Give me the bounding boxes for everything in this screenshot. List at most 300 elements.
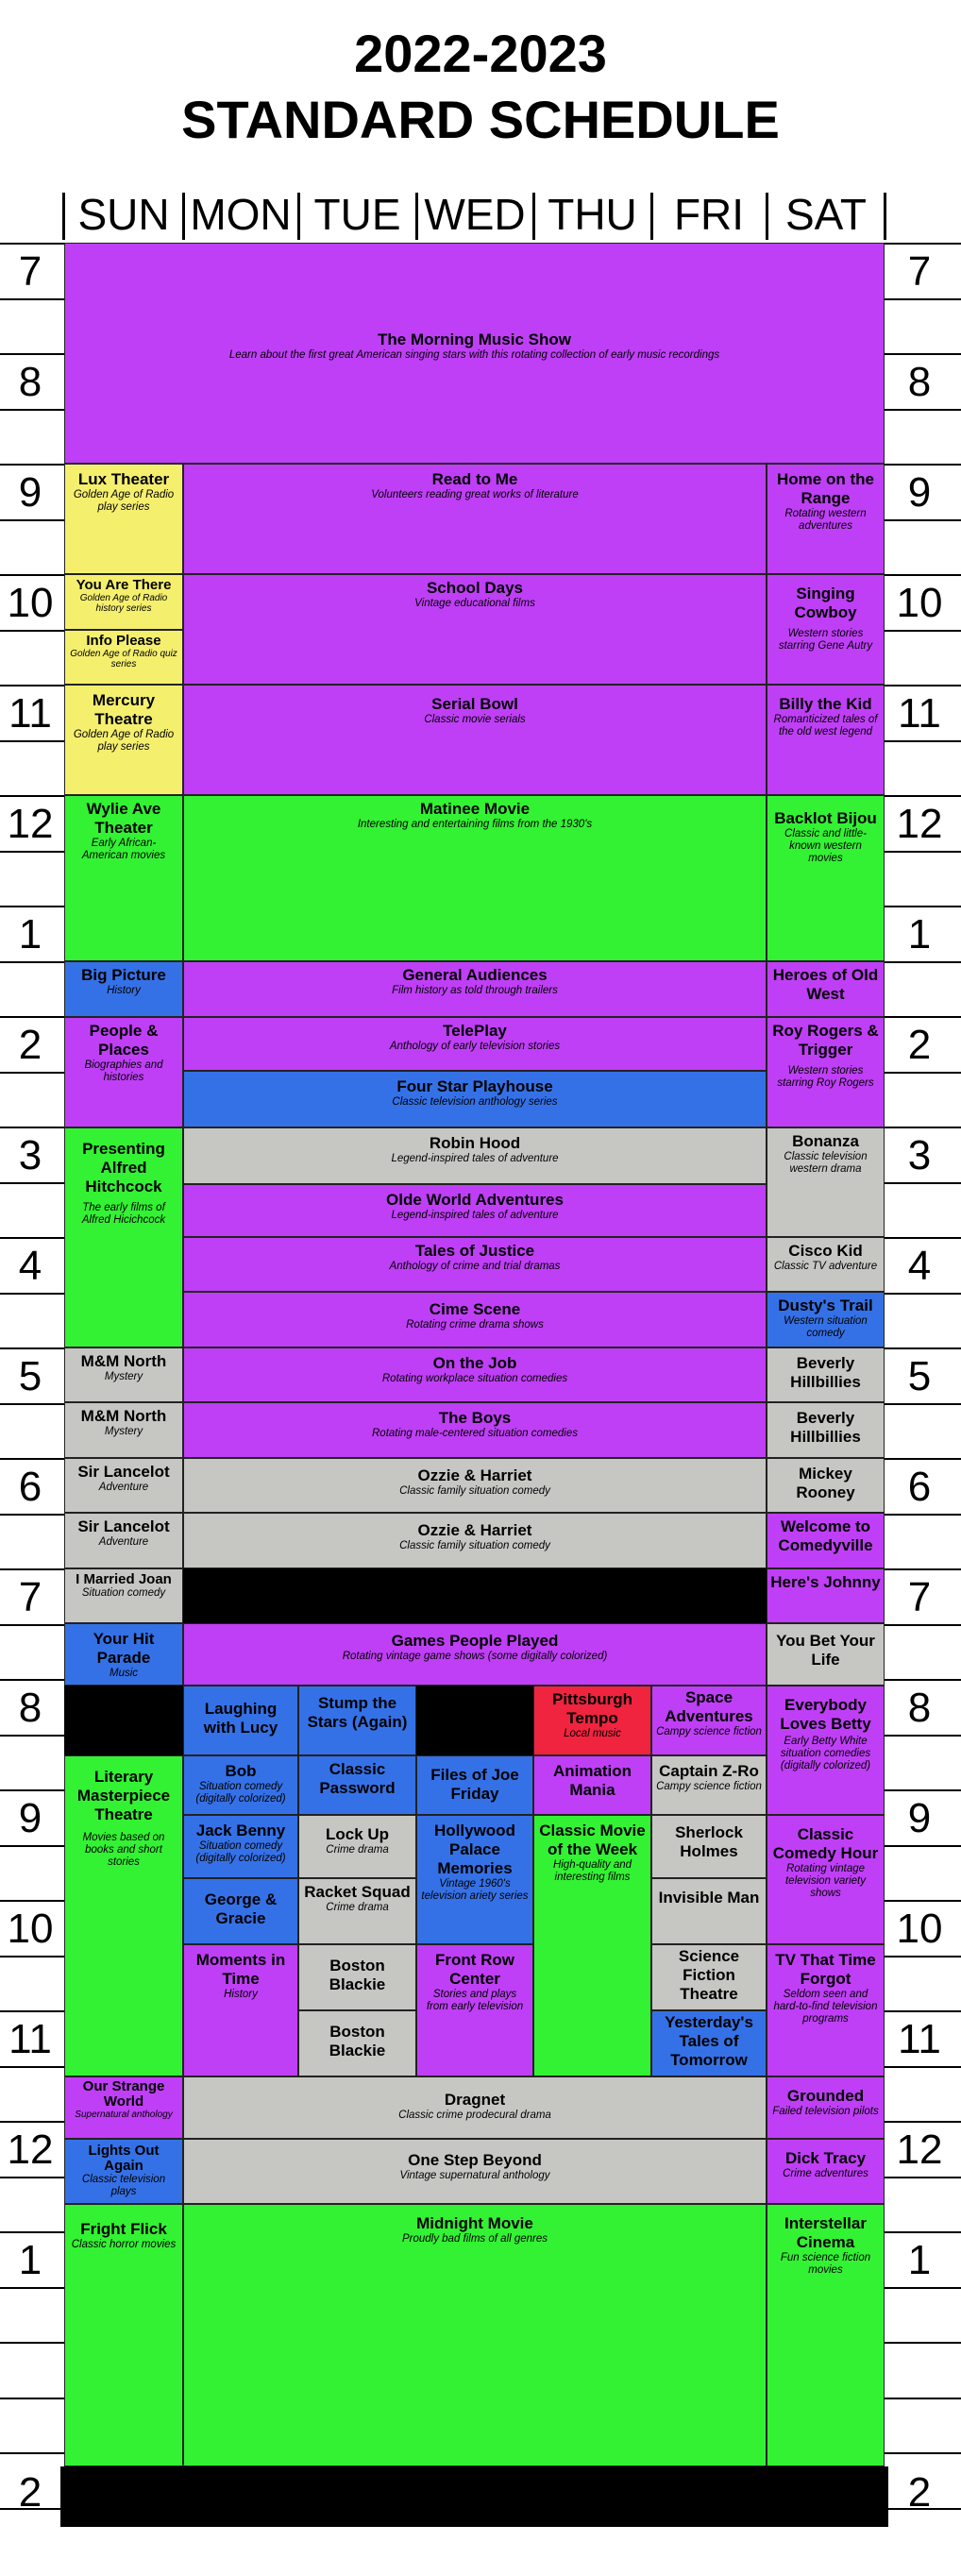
day-wed: WED (424, 190, 526, 239)
show-title: Presenting Alfred Hitchcock (82, 1140, 165, 1195)
hour-label-left: 9 (18, 1795, 42, 1841)
show-title: Grounded (786, 2087, 865, 2105)
hour-label-left: 11 (8, 2016, 52, 2062)
show-title: Classic Password (319, 1760, 396, 1797)
show-title: Robin Hood (429, 1134, 521, 1152)
show-block[interactable] (767, 1944, 885, 2076)
gridline (885, 2342, 961, 2344)
title-year: 2022-2023 (354, 24, 607, 83)
show-block[interactable] (64, 243, 885, 464)
show-title: Classic Comedy Hour (772, 1825, 879, 1862)
gridline (885, 1900, 961, 1902)
gridline (885, 795, 961, 797)
hour-label-right: 1 (907, 911, 932, 958)
show-title: Hollywood Palace Memories (434, 1822, 515, 1877)
gridline (885, 1514, 961, 1516)
show-block[interactable] (767, 2076, 885, 2139)
show-title: Big Picture (81, 966, 166, 984)
show-desc: Mystery (104, 1371, 143, 1382)
show-title: Midnight Movie (416, 2214, 533, 2232)
show-block[interactable] (767, 685, 885, 795)
show-block[interactable] (183, 1686, 298, 1755)
hour-label-left: 10 (7, 580, 54, 626)
show-block[interactable] (767, 574, 885, 685)
show-block[interactable] (183, 2139, 767, 2204)
gridline (885, 2010, 961, 2012)
show-title: Beverly Hillbillies (790, 1354, 861, 1391)
show-block[interactable] (533, 1755, 651, 1815)
show-block[interactable] (183, 1402, 767, 1458)
hour-label-right: 12 (896, 2127, 943, 2173)
gridline (0, 409, 64, 411)
hour-label-right: 7 (907, 248, 932, 295)
show-desc: Supernatural anthology (75, 2110, 173, 2120)
show-title: Our Strange World (82, 2078, 165, 2110)
off-air-block (416, 1686, 533, 1755)
show-block[interactable] (183, 1878, 298, 1944)
show-title: The Boys (438, 1409, 512, 1427)
show-desc: Classic television western drama (784, 1151, 868, 1175)
gridline (0, 2342, 64, 2344)
gridline (885, 353, 961, 355)
show-block[interactable] (767, 1458, 885, 1513)
show-desc: Campy science fiction (656, 1726, 762, 1737)
gridline (885, 1458, 961, 1460)
hour-label-left: 7 (18, 248, 42, 295)
hour-label-left: 7 (18, 1574, 42, 1620)
show-title: Beverly Hillbillies (790, 1409, 861, 1446)
show-block[interactable] (64, 1623, 183, 1686)
show-title: Cisco Kid (788, 1242, 863, 1260)
hour-label-left: 9 (18, 469, 42, 516)
show-title: Cime Scene (429, 1300, 521, 1318)
gridline (0, 906, 64, 907)
show-desc: Rotating western adventures (784, 508, 867, 532)
show-title: Space Adventures (665, 1688, 753, 1725)
day-header (0, 189, 961, 241)
gridline (885, 2177, 961, 2178)
gridline (885, 2287, 961, 2289)
show-title: Roy Rogers & Trigger (772, 1022, 879, 1059)
show-title: Olde World Adventures (386, 1191, 564, 1209)
hour-label-left: 8 (18, 1685, 42, 1731)
show-block[interactable] (767, 1347, 885, 1402)
gridline (0, 464, 64, 466)
show-block[interactable] (183, 574, 767, 685)
gridline (0, 1789, 64, 1791)
hour-label-right: 8 (907, 1685, 932, 1731)
gridline (885, 1293, 961, 1295)
show-desc: Rotating vintage television variety shows (784, 1863, 866, 1899)
show-title: You Bet Your Life (776, 1632, 875, 1669)
gridline (0, 2121, 64, 2123)
gridline (0, 243, 64, 245)
show-block[interactable] (183, 961, 767, 1017)
show-title: Singing Cowboy (794, 585, 857, 621)
show-desc: Classic movie serials (424, 714, 526, 725)
show-desc: Legend-inspired tales of adventure (391, 1153, 559, 1164)
show-desc: History (224, 1989, 258, 2000)
show-desc: Learn about the first great American singing stars with this rotating collection of early music recordings (228, 349, 720, 361)
show-block[interactable] (533, 1686, 651, 1755)
show-desc: Legend-inspired tales of adventure (391, 1210, 559, 1221)
gridline (0, 851, 64, 853)
show-block[interactable] (183, 1347, 767, 1402)
show-title: Games People Played (391, 1632, 559, 1650)
day-divider (415, 193, 418, 240)
show-title: Classic Movie of the Week (539, 1822, 646, 1858)
show-title: M&M North (80, 1407, 167, 1425)
show-block[interactable] (183, 464, 767, 574)
show-block[interactable] (64, 1513, 183, 1568)
show-title: Info Please (86, 633, 161, 649)
show-block[interactable] (767, 795, 885, 961)
show-block[interactable] (651, 1944, 767, 2010)
day-thu: THU (548, 190, 637, 239)
show-title: On the Job (432, 1354, 517, 1372)
show-desc: Early African-American movies (81, 838, 166, 861)
show-block[interactable] (64, 630, 183, 685)
gridline (0, 1347, 64, 1349)
show-block[interactable] (64, 2204, 183, 2466)
show-title: Matinee Movie (419, 800, 531, 818)
show-title: Ozzie & Harriet (417, 1521, 532, 1539)
show-title: Here's Johnny (770, 1573, 881, 1591)
gridline (885, 1956, 961, 1957)
hour-label-right: 9 (907, 469, 932, 516)
show-title: You Are There (76, 577, 172, 593)
show-title: Home on the Range (777, 470, 874, 507)
hour-label-right: 12 (896, 801, 943, 847)
gridline (885, 1072, 961, 1074)
gridline (885, 2231, 961, 2233)
gridline (885, 906, 961, 907)
hour-label-right: 5 (907, 1353, 932, 1399)
gridline (0, 1403, 64, 1405)
hour-label-left: 4 (18, 1243, 42, 1289)
show-title: Bob (225, 1762, 257, 1780)
show-block[interactable] (416, 1815, 533, 1944)
hour-label-right: 4 (907, 1243, 932, 1289)
show-block[interactable] (416, 1944, 533, 2076)
show-block[interactable] (64, 1568, 183, 1623)
show-block[interactable] (183, 1292, 767, 1347)
gridline (0, 961, 64, 963)
show-title: Sherlock Holmes (675, 1823, 743, 1860)
show-title: Lights Out Again (88, 2143, 160, 2174)
show-desc: Classic TV adventure (773, 1261, 878, 1272)
show-block[interactable] (533, 1815, 651, 2076)
gridline (0, 1127, 64, 1128)
show-desc: Adventure (98, 1536, 149, 1548)
show-title: Pittsburgh Tempo (552, 1690, 632, 1727)
day-mon: MON (190, 190, 292, 239)
show-block[interactable] (183, 1815, 298, 1878)
show-block[interactable] (183, 1127, 767, 1184)
hour-label-right: 10 (896, 580, 943, 626)
gridline (0, 2231, 64, 2233)
show-block[interactable] (64, 1347, 183, 1402)
show-block[interactable] (183, 2076, 767, 2139)
day-divider (297, 193, 300, 240)
show-block[interactable] (183, 685, 767, 795)
show-desc: Classic horror movies (71, 2239, 177, 2250)
gridline (885, 1679, 961, 1681)
show-block[interactable] (767, 464, 885, 574)
show-title: Jack Benny (195, 1822, 286, 1839)
show-block[interactable] (767, 1127, 885, 1237)
day-divider (182, 193, 185, 240)
show-block[interactable] (183, 1184, 767, 1237)
hour-label-right: 10 (896, 1906, 943, 1952)
gridline (0, 1735, 64, 1737)
show-desc: Fun science fiction movies (780, 2252, 871, 2276)
gridline (0, 1845, 64, 1847)
show-desc: Stories and plays from early television (426, 1989, 524, 2012)
show-block[interactable] (416, 1755, 533, 1815)
gridline (0, 685, 64, 686)
show-title: Sir Lancelot (77, 1463, 170, 1481)
show-block[interactable] (183, 795, 767, 961)
show-desc: Campy science fiction (656, 1781, 762, 1792)
off-air-block (64, 1686, 183, 1755)
show-desc: Crime drama (326, 1844, 389, 1856)
show-title: Backlot Bijou (774, 809, 877, 827)
gridline (0, 1900, 64, 1902)
show-block[interactable] (298, 1815, 416, 1878)
show-desc: The early films of Alfred Hicichcock (81, 1202, 166, 1226)
show-block[interactable] (298, 1944, 416, 2010)
gridline (0, 298, 64, 300)
show-block[interactable] (183, 1944, 298, 2076)
show-title: Racket Squad (304, 1883, 411, 1901)
show-desc: Golden Age of Radio play series (73, 729, 175, 753)
show-block[interactable] (64, 961, 183, 1017)
show-desc: Situation comedy (digitally colorized) (195, 1840, 286, 1864)
gridline (0, 2287, 64, 2289)
hour-label-right: 3 (907, 1132, 932, 1178)
show-block[interactable] (767, 2139, 885, 2204)
show-title: Four Star Playhouse (396, 1077, 553, 1095)
show-title: Animation Mania (552, 1762, 632, 1799)
show-block[interactable] (767, 1402, 885, 1458)
hour-label-left: 8 (18, 359, 42, 405)
show-title: Lux Theater (77, 470, 170, 488)
show-title: Captain Z-Ro (659, 1762, 759, 1780)
show-title: Everybody Loves Betty (780, 1696, 871, 1733)
hour-label-right: 1 (907, 2237, 932, 2283)
show-desc: Classic and little-known western movies (784, 828, 867, 864)
day-fri: FRI (673, 190, 745, 239)
show-desc: Western stories starring Gene Autry (778, 628, 873, 652)
show-block[interactable] (64, 574, 183, 630)
show-block[interactable] (183, 1513, 767, 1568)
gridline (0, 795, 64, 797)
show-block[interactable] (767, 1686, 885, 1815)
show-block[interactable] (64, 464, 183, 574)
show-desc: Biographies and histories (84, 1059, 163, 1083)
show-desc: Classic television anthology series (392, 1096, 558, 1108)
show-block[interactable] (64, 1127, 183, 1347)
show-title: Yesterday's Tales of Tomorrow (665, 2013, 753, 2069)
gridline (885, 1845, 961, 1847)
gridline (0, 1016, 64, 1018)
show-desc: Vintage educational films (414, 598, 535, 609)
show-title: Wylie Ave Theater (86, 800, 161, 837)
show-block[interactable] (767, 1017, 885, 1127)
show-block[interactable] (767, 1623, 885, 1686)
hour-label-left: 12 (7, 801, 54, 847)
show-block[interactable] (183, 1458, 767, 1513)
gridline (885, 464, 961, 466)
show-block[interactable] (651, 1878, 767, 1944)
hour-label-left: 2 (18, 1022, 42, 1068)
show-block[interactable] (651, 1686, 767, 1755)
show-desc: Music (109, 1668, 139, 1679)
gridline (0, 1624, 64, 1626)
show-desc: Situation comedy (digitally colorized) (195, 1781, 286, 1805)
show-block[interactable] (183, 1237, 767, 1292)
show-block[interactable] (767, 1568, 885, 1623)
show-title: Tales of Justice (414, 1242, 535, 1260)
show-block[interactable] (183, 1623, 767, 1686)
day-divider (650, 193, 653, 240)
gridline (0, 2452, 64, 2454)
gridline (885, 2066, 961, 2068)
show-block[interactable] (298, 1878, 416, 1944)
hour-label-right: 11 (898, 2016, 941, 2062)
show-title: Interstellar Cinema (784, 2214, 867, 2251)
gridline (885, 243, 961, 245)
hour-label-left: 2 (18, 2469, 42, 2516)
show-block[interactable] (651, 2010, 767, 2076)
show-desc: Classic family situation comedy (399, 1540, 550, 1551)
day-sun: SUN (77, 190, 170, 239)
show-desc: Film history as told through trailers (392, 985, 558, 996)
gridline (0, 1568, 64, 1570)
show-desc: Classic crime prodecural drama (398, 2110, 551, 2121)
show-title: Mickey Rooney (796, 1465, 855, 1501)
gridline (0, 2398, 64, 2399)
show-title: Mercury Theatre (92, 691, 156, 728)
show-desc: Interesting and entertaining films from the 1930's (357, 819, 593, 830)
show-desc: Rotating crime drama shows (406, 1319, 544, 1330)
show-block[interactable] (298, 1686, 416, 1755)
show-block[interactable] (183, 1755, 298, 1815)
show-title: Moments in Time (195, 1951, 286, 1988)
show-block[interactable] (767, 1237, 885, 1292)
show-desc: History (107, 985, 141, 996)
gridline (885, 409, 961, 411)
hour-label-right: 7 (907, 1574, 932, 1620)
show-block[interactable] (767, 1292, 885, 1347)
gridline (885, 630, 961, 632)
show-title: Dragnet (444, 2091, 506, 2109)
show-block[interactable] (64, 795, 183, 961)
show-block[interactable] (767, 1513, 885, 1568)
show-block[interactable] (64, 1017, 183, 1127)
show-title: Laughing with Lucy (203, 1700, 278, 1737)
gridline (885, 1182, 961, 1184)
show-desc: Local music (564, 1728, 621, 1739)
gridline (0, 2066, 64, 2068)
show-desc: Golden Age of Radio play series (73, 489, 175, 513)
show-desc: Rotating workplace situation comedies (381, 1373, 568, 1384)
show-block[interactable] (767, 2204, 885, 2466)
show-title: Front Row Center (434, 1951, 515, 1988)
show-desc: Seldom seen and hard-to-find television programs (773, 1989, 878, 2025)
page-title (0, 21, 961, 153)
show-block[interactable] (298, 1755, 416, 1815)
show-block[interactable] (64, 2139, 183, 2204)
show-desc: Rotating male-centered situation comedies (372, 1428, 578, 1439)
gridline (885, 1127, 961, 1128)
gridline (0, 353, 64, 355)
hour-label-left: 11 (8, 690, 52, 737)
show-block[interactable] (767, 961, 885, 1017)
hour-label-left: 6 (18, 1464, 42, 1510)
day-divider (532, 193, 535, 240)
day-sat: SAT (784, 190, 868, 239)
hour-label-left: 10 (7, 1906, 54, 1952)
show-title: I Married Joan (76, 1571, 172, 1587)
show-title: Ozzie & Harriet (417, 1466, 532, 1484)
show-title: Billy the Kid (779, 695, 872, 713)
show-block[interactable] (64, 1755, 183, 2076)
hour-label-left: 1 (18, 911, 42, 958)
gridline (885, 740, 961, 742)
show-block[interactable] (64, 2076, 183, 2139)
show-block[interactable] (767, 1815, 885, 1944)
hour-label-left: 3 (18, 1132, 42, 1178)
show-block[interactable] (64, 685, 183, 795)
hour-label-right: 2 (907, 2469, 932, 2516)
hour-label-right: 11 (898, 690, 941, 737)
gridline (0, 1458, 64, 1460)
show-title: One Step Beyond (408, 2151, 542, 2169)
show-block[interactable] (64, 1458, 183, 1513)
show-title: Boston Blackie (329, 2023, 386, 2059)
gridline (885, 1735, 961, 1737)
show-block[interactable] (183, 1017, 767, 1071)
show-title: M&M North (80, 1352, 167, 1370)
gridline (0, 519, 64, 521)
show-desc: Classic family situation comedy (399, 1485, 550, 1497)
show-block[interactable] (183, 1071, 767, 1127)
show-desc: Movies based on books and short stories (82, 1832, 165, 1868)
show-block[interactable] (183, 2204, 767, 2466)
gridline (0, 1956, 64, 1957)
hour-label-right: 9 (907, 1795, 932, 1841)
gridline (885, 1403, 961, 1405)
show-block[interactable] (64, 1402, 183, 1458)
show-block[interactable] (651, 1755, 767, 1815)
hour-label-right: 6 (907, 1464, 932, 1510)
show-title: People & Places (89, 1022, 159, 1059)
day-divider (62, 193, 65, 240)
show-block[interactable] (298, 2010, 416, 2076)
gridline (0, 574, 64, 576)
show-desc: Vintage 1960's television ariety series (421, 1878, 529, 1902)
show-title: Dusty's Trail (778, 1296, 873, 1314)
hour-label-left: 12 (7, 2127, 54, 2173)
show-title: School Days (426, 579, 524, 597)
show-block[interactable] (651, 1815, 767, 1878)
show-desc: Romanticized tales of the old west legend (773, 714, 878, 737)
show-desc: Volunteers reading great works of literature (371, 489, 579, 500)
show-title: Stump the Stars (Again) (307, 1694, 408, 1731)
gridline (0, 2010, 64, 2012)
